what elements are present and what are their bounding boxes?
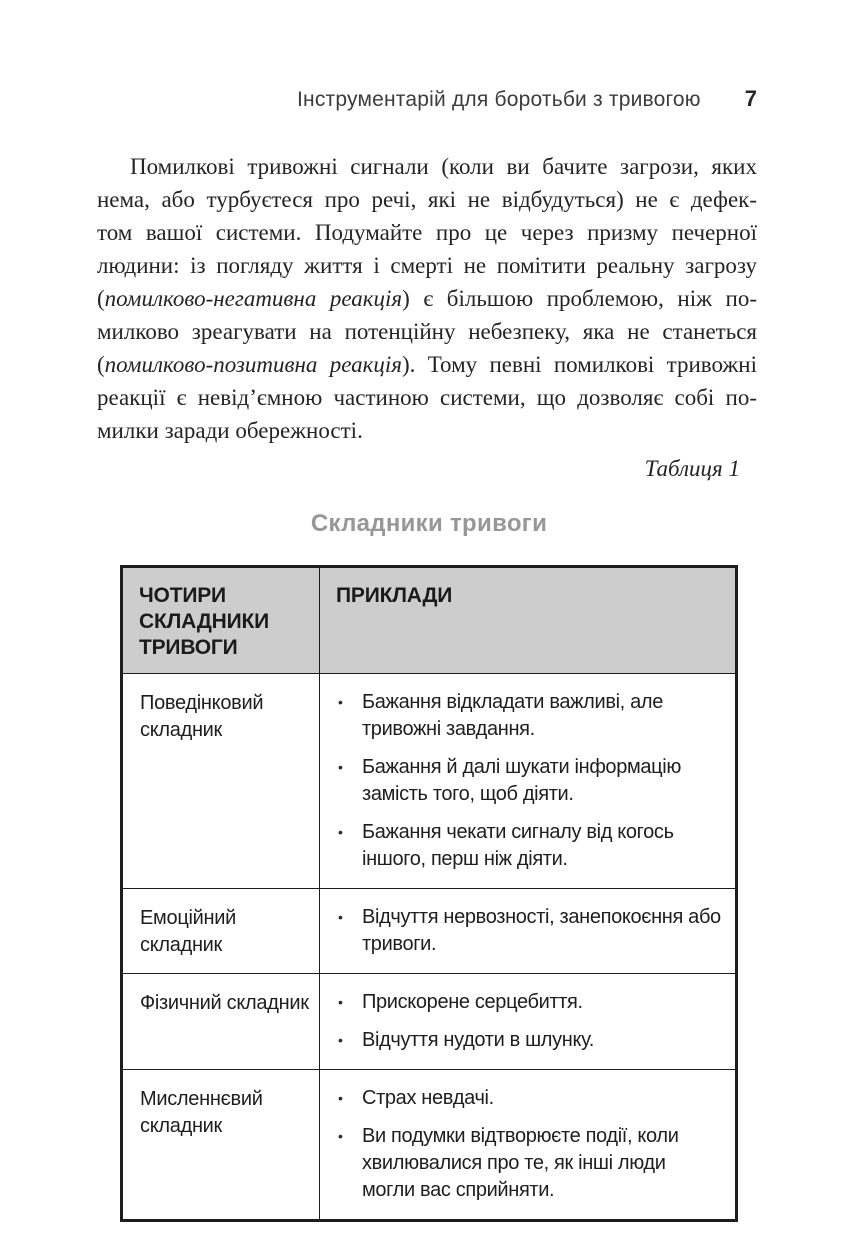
paragraph-line [97,414,757,447]
bullet-item [334,1123,723,1204]
bullet-item [334,1027,723,1054]
table-row [122,674,737,889]
paragraph-line [97,348,757,381]
table-title: Складники тривоги [310,510,548,537]
bullet-text: Відчуття нудоти в шлунку. [362,1029,594,1051]
paragraph-line [97,381,757,414]
bullet-text: Ви подумки відтворюєте події, коли хвилювалися про те, як інші люди могли вас сприйняти. [362,1125,679,1201]
examples-cell [320,674,737,889]
table-header-row [122,567,737,674]
anxiety-table-body [122,674,737,1221]
text-segment: реакції є невід’ємною частиною системи, що дозволяє собі по- [97,385,757,410]
header-cell-examples: ПРИКЛАДИ [320,567,737,674]
paragraph-line [97,282,757,315]
bullet-icon: • [338,909,343,925]
header-cell-components: ЧОТИРИ СКЛАДНИКИ ТРИВОГИ [122,567,320,674]
bullet-item [334,989,723,1016]
table-caption: Таблиця 1 [644,456,740,481]
paragraph-line [97,315,757,348]
body-paragraph [97,150,757,447]
table-row [122,974,737,1070]
bullet-icon: • [338,994,343,1010]
text-segment: ( [97,286,105,311]
text-segment: ) є більшою проблемою, ніж по- [402,286,757,311]
text-segment: ). Тому певні помилкові тривожні [401,352,757,377]
text-segment: нема, або турбуєтеся про речі, які не відбудуться) не є дефек- [97,187,757,212]
italic-term: помилково-негативна реакція [104,286,403,311]
bullet-icon: • [338,1032,343,1048]
bullet-text: Бажання чекати сигналу від когось іншого, перш ніж діяти. [362,821,674,870]
italic-term: помилково-позитивна реакція [104,352,402,377]
bullet-item [334,754,723,808]
anxiety-components-table [120,565,738,1222]
bullet-icon: • [338,694,343,710]
text-segment: Помилкові тривожні сигнали (коли ви бачите загрози, яких [130,154,757,179]
table-row [122,889,737,974]
examples-cell [320,974,737,1070]
bullet-icon: • [338,1128,343,1144]
text-segment: милки заради обережності. [97,418,363,443]
page-number: 7 [744,86,757,111]
bullet-icon: • [338,1090,343,1106]
bullet-item [334,819,723,873]
running-head-title: Інструментарій для боротьби з тривогою [297,88,701,111]
paragraph-line [97,150,757,183]
paragraph-line [97,183,757,216]
bullet-item [334,689,723,743]
text-segment: том вашої системи. Подумайте про це через призму печерної [97,220,757,245]
running-head [97,86,757,112]
component-cell: Фізичний складник [122,974,320,1070]
paragraph-line [97,216,757,249]
bullet-item [334,1085,723,1112]
bullet-text: Бажання й далі шукати інформацію замість того, щоб діяти. [362,756,681,805]
table-row [122,1070,737,1221]
bullet-icon: • [338,759,343,775]
bullet-text: Страх невдачі. [362,1087,494,1109]
examples-cell [320,1070,737,1221]
bullet-text: Відчуття нервозності, занепокоєння або тривоги. [362,906,721,955]
component-cell: Емоційний складник [122,889,320,974]
text-segment: людини: із погляду життя і смерті не помітити реальну загрозу [97,253,757,278]
examples-cell [320,889,737,974]
bullet-text: Прискорене серцебиття. [362,991,583,1013]
text-segment: ( [97,352,105,377]
paragraph-line [97,249,757,282]
component-cell: Мисленнєвий складник [122,1070,320,1221]
bullet-icon: • [338,824,343,840]
component-cell: Поведінковий складник [122,674,320,889]
bullet-item [334,904,723,958]
bullet-text: Бажання відкладати важливі, але тривожні завдання. [362,691,663,740]
text-segment: милково зреагувати на потенційну небезпеку, яка не станеться [97,319,757,344]
